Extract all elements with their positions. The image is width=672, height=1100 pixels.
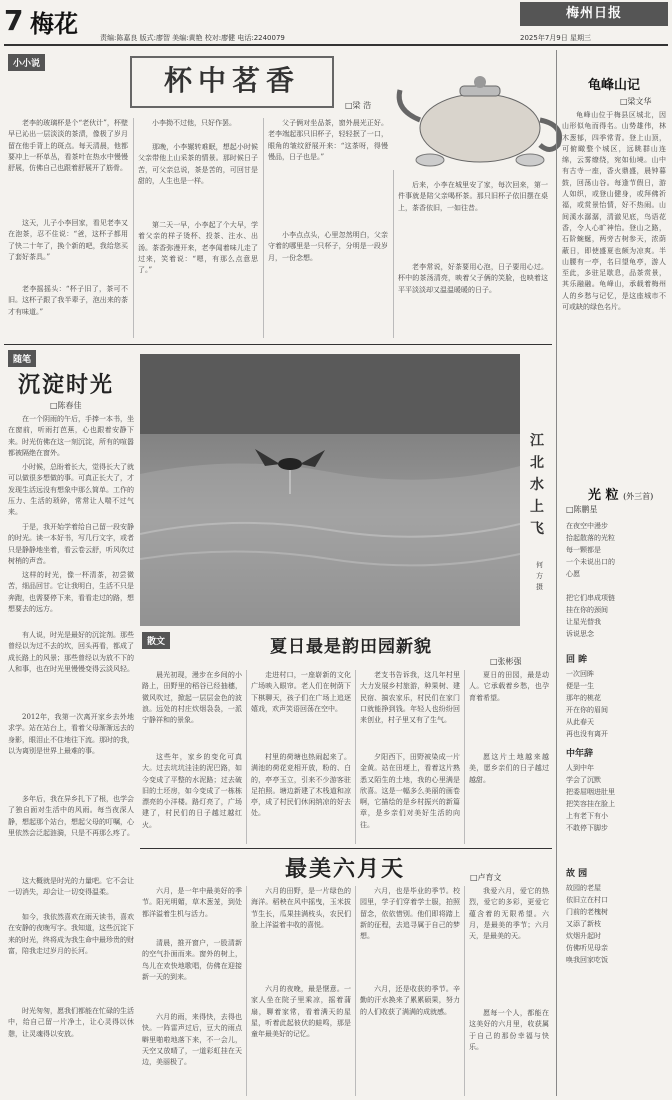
- story-paragraph: 老李常说，好茶要用心泡，日子要用心过。杯中的茶汤清亮，映着父子俩的笑脸，也映着这平平淡淡却又温温暖暖的日子。: [398, 263, 548, 294]
- june-author: □卢育文: [470, 873, 502, 882]
- section-name: 梅花: [30, 9, 78, 38]
- summer-paragraph: 夏日的田园，最是动人。它承载着乡愁，也孕育着希望。: [469, 671, 549, 702]
- summer-paragraph: 老支书告诉我，这几年村里大力发展乡村旅游，种果树、建民宿、搞农家乐，村民们在家门口就能挣到钱。年轻人也纷纷回来创业，村子里又有了生气。: [360, 671, 460, 725]
- section-tag-story: 小小说: [8, 54, 45, 71]
- column-separator: [246, 670, 247, 844]
- story-title-text: 杯中茗香: [163, 64, 300, 97]
- sidebar-author-guangli: □陈鹏星: [566, 505, 598, 514]
- summer-paragraph: 这些年，家乡的变化可真大。过去坑坑洼洼的泥巴路，如今变成了平整的水泥路；过去破旧的土坯房，如今变成了一栋栋漂亮的小洋楼。路灯亮了，广场建了，村民们的日子越过越红火。: [142, 753, 242, 829]
- editor-line: 责编:陈嘉良 版式:廖智 美编:黄艳 校对:廖健 电话:2240079: [100, 34, 285, 42]
- essay-paragraph: 多年后，我在异乡扎下了根，也学会了独自面对生活中的风雨。每当夜深人静，想起那个站台，想起父母的叮嘱，心里依然会泛起涟漪，只是不再那么疼了。: [8, 795, 134, 837]
- essay-paragraph: 这样的时光，像一杯清茶，初尝微苦，细品回甘。它让我明白，生活不只是奔跑，也需要停下来，看看走过的路，想想要去的远方。: [8, 571, 134, 613]
- column-separator: [393, 170, 394, 338]
- story-paragraph: 老李摇摇头：“杯子旧了，茶可不旧。这杯子跟了我半辈子，泡出来的茶才有味道。”: [8, 285, 128, 316]
- essay-paragraph: 在一个阴雨的午后，手捧一本书，坐在窗前，听雨打芭蕉，心也跟着安静下来。时光仿佛在这一刻沉淀，所有的喧嚣都被隔绝在窗外。: [8, 415, 134, 457]
- poem-title-guyuan: 故 园: [566, 869, 588, 879]
- poem-huimou: 一次回眸 便是一生 那年的桃花 开在你的眉间 从此春天 再也没有离开: [566, 670, 608, 738]
- sidebar-text-guifeng: 龟峰山位于梅县区城北，因山形似龟而得名。山势雄伟，林木葱郁，四季常青。登上山顶，可俯瞰整个城区，远眺群山连绵，云雾缭绕，宛如仙境。山中有古寺一座，香火鼎盛，晨钟暮鼓，回荡山谷。每逢节假日，游人如织，或登山健身，或拜佛祈福，或赏景怡情，好不热闹。山间溪水潺潺，清澈见底，鸟语花香，令人心旷神怡。登山之路，石阶蜿蜒，两旁古树参天，浓荫蔽日，即使盛夏也颇为凉爽。半山腰有一亭，名曰望龟亭，游人至此，多驻足歇息，品茶赏景，其乐融融。龟峰山，承载着梅州人的乡愁与记忆，是这座城市不可或缺的绿色名片。: [562, 111, 666, 312]
- essay-paragraph: 有人说，时光是最好的沉淀剂。那些曾经以为过不去的坎，回头再看，都成了成长路上的风景；那些曾经以为放不下的人和事，也在时光里慢慢变得云淡风轻。: [8, 631, 134, 673]
- date-line: 2025年7月9日 星期三: [520, 34, 591, 42]
- essay-paragraph: 2012年，我第一次离开家乡去外地求学。站在站台上，看着父母渐渐远去的身影，眼泪止不住地往下流。那时的我，以为离别是世界上最难的事。: [8, 713, 134, 755]
- column-separator: [464, 670, 465, 844]
- june-paragraph: 六月，还是收获的季节。辛勤的汗水换来了累累硕果，努力的人们收获了满满的成就感。: [360, 985, 460, 1016]
- story-paragraph: 这天，儿子小李回家，看见老李又在泡茶，忍不住说：“爸，这杯子都用了快二十年了，换个新的吧，我给您买了套好茶具。”: [8, 219, 128, 261]
- page-number: 7: [4, 4, 24, 37]
- essay-paragraph: 小时候，总盼着长大，觉得长大了就可以做很多想做的事。可真正长大了，才发现生活远没有想象中那么简单。工作的压力、生活的琐碎，常常让人喘不过气来。: [8, 463, 134, 517]
- sidebar-border: [556, 50, 557, 1096]
- poem-guyuan: 故园的老屋 依旧立在村口 门前的老槐树 又添了新枝 炊烟升起时 仿佛听见母亲 唤我回家吃饭: [566, 884, 608, 964]
- column-separator: [263, 118, 264, 338]
- section-tag-essay: 随笔: [8, 350, 36, 367]
- story-paragraph: 小李拗不过他，只好作罢。: [152, 119, 236, 127]
- story-paragraph: 那晚，小李辗转难眠，想起小时候父亲带他上山采茶的情景。那时候日子苦，可父亲总说，茶是苦的，可回甘是甜的，人生也是一样。: [138, 143, 258, 185]
- poem-guangli: 在夜空中漫步 拾起散落的光粒 每一颗都是 一个未说出口的 心愿 把它们串成项链 挂在你的颈间 让星光替我 诉说思念: [566, 522, 615, 638]
- summer-author: □张彬强: [490, 657, 522, 666]
- story-paragraph: 小李点点头，心里忽然明白，父亲守着的哪里是一只杯子，分明是一段岁月，一份念想。: [268, 231, 388, 262]
- teapot-illustration: [390, 50, 570, 170]
- column-separator: [355, 670, 356, 844]
- photo-heron: [140, 354, 520, 626]
- june-paragraph: 愿每一个人，都能在这美好的六月里，收获属于自己的那份幸福与快乐。: [469, 1009, 549, 1051]
- story-paragraph: 父子俩对坐品茶，窗外晨光正好。老李端起那只旧杯子，轻轻抿了一口，眼角的皱纹舒展开来：“这茶呀，得慢慢品，日子也是。”: [268, 119, 388, 161]
- section-tag-prose: 散文: [142, 632, 170, 649]
- summer-paragraph: 村里的荷塘也热闹起来了。满池的荷花竞相开放，粉的、白的，亭亭玉立，引来不少游客驻足拍照。塘边新建了木栈道和凉亭，成了村民们休闲纳凉的好去处。: [251, 753, 351, 818]
- summer-title: 夏日最是韵田园新貌: [270, 637, 432, 657]
- column-separator: [246, 886, 247, 1096]
- essay-paragraph: 于是，我开始学着给自己留一段安静的时光。读一本好书，写几行文字，或者只是静静地坐着，看云卷云舒，听风吹过树梢的声音。: [8, 523, 134, 565]
- sidebar-title-guangli-main: 光 粒: [588, 488, 619, 503]
- photo-scene: [140, 354, 520, 626]
- column-separator: [355, 886, 356, 1096]
- june-paragraph: 六月，也是毕业的季节。校园里，学子们穿着学士服，拍照留念，依依惜别。他们即将踏上新的征程，去追寻属于自己的梦想。: [360, 887, 460, 941]
- section-rule: [4, 344, 552, 345]
- story-paragraph: 后来，小李在城里安了家，每次回来，第一件事就是陪父亲喝杯茶。那只旧杯子依旧摆在桌上，茶香依旧，一如往昔。: [398, 181, 548, 212]
- section-rule: [140, 848, 552, 849]
- photo-vertical-caption: 江 北 水 上 飞: [530, 433, 544, 537]
- poem-zhongnian: 人到中年 学会了沉默 把委屈咽进肚里 把笑容挂在脸上 上有老下有小 不敢停下脚步: [566, 764, 615, 832]
- summer-paragraph: 夕阳西下，田野被染成一片金黄。站在田埂上，看着这片熟悉又陌生的土地，我的心里满是欣喜。这是一幅多么美丽的画卷啊，它描绘的是乡村振兴的新篇章，是乡亲们对美好生活的向往。: [360, 753, 460, 829]
- sidebar-author-guifeng: □梁文华: [620, 97, 652, 106]
- poem-title-huimou: 回 眸: [566, 655, 588, 665]
- story-paragraph: 第二天一早，小李起了个大早，学着父亲的样子烫杯、投茶、注水、出汤。茶香弥漫开来，老李闻着味儿走了过来，笑着说：“嗯，有那么点意思了。”: [138, 221, 258, 275]
- header-rule: [4, 44, 668, 46]
- story-paragraph: 老李的玻璃杯是个“老伙计”，杯壁早已沁出一层淡淡的茶渍，像极了岁月留在他手背上的斑点。每天清晨，他都要冲上一杯单丛，看茶叶在热水中慢慢舒展，仿佛自己也跟着舒展开了筋骨。: [8, 119, 128, 173]
- june-paragraph: 清晨，推开窗户，一股清新的空气扑面而来。窗外的树上，鸟儿在欢快地歌唱，仿佛在迎接新一天的到来。: [142, 939, 242, 981]
- story-author: □梁 浩: [345, 101, 372, 110]
- june-paragraph: 六月的田野，是一片绿色的海洋。稻秧在风中摇曳，玉米拔节生长，瓜果挂满枝头，农民们脸上洋溢着丰收的喜悦。: [251, 887, 351, 929]
- column-separator: [464, 886, 465, 1096]
- sidebar-title-guifeng: 龟峰山记: [588, 78, 641, 93]
- column-separator: [133, 118, 134, 338]
- paper-logo: 梅州日报: [520, 2, 668, 26]
- summer-paragraph: 愿这片土地越来越美，愿乡亲们的日子越过越甜。: [469, 753, 549, 784]
- story-title: [130, 56, 334, 108]
- june-paragraph: 六月的雨，来得快，去得也快。一阵雷声过后，豆大的雨点噼里啪啦地落下来，不一会儿，天空又放晴了，一道彩虹挂在天边，美丽极了。: [142, 1013, 242, 1067]
- essay-author: □陈春佳: [50, 401, 82, 410]
- june-paragraph: 我爱六月，爱它的热烈，爱它的多彩，更爱它蕴含着的无限希望。六月，是最美的季节；六月天，是最美的天。: [469, 887, 549, 941]
- summer-paragraph: 走进村口，一座崭新的文化广场映入眼帘。老人们在树荫下下棋聊天，孩子们在广场上追逐嬉戏，欢声笑语回荡在空中。: [251, 671, 351, 713]
- photo-credit: 何 方 摄: [536, 561, 543, 591]
- sidebar-title-guangli-suffix: (外三首): [623, 492, 654, 501]
- june-paragraph: 六月的夜晚，最是惬意。一家人坐在院子里乘凉，摇着蒲扇，聊着家常，看着满天的星星，听着此起彼伏的蛙鸣，那是童年最美好的记忆。: [251, 985, 351, 1039]
- summer-paragraph: 晨光初现，漫步在乡间的小路上，田野里的稻谷已经抽穗，微风吹过，掀起一层层金色的波浪。远处的村庄炊烟袅袅，一派宁静祥和的景象。: [142, 671, 242, 725]
- essay-title: 沉淀时光: [18, 372, 115, 398]
- june-title: 最美六月天: [285, 856, 406, 882]
- june-paragraph: 六月，是一年中最美好的季节。阳光明媚，草木葱茏，到处都洋溢着生机与活力。: [142, 887, 242, 918]
- essay-paragraph: 如今，我依然喜欢在雨天读书，喜欢在安静的夜晚写字。我知道，这些沉淀下来的时光，终将成为我生命中最珍贵的财富，陪我走过岁月的长河。: [8, 913, 134, 955]
- poem-title-zhongnian: 中年辞: [566, 749, 594, 759]
- sidebar-title-guangli: [588, 484, 653, 503]
- essay-paragraph: 这大概就是时光的力量吧。它不会让一切消失，却会让一切变得温柔。: [8, 877, 134, 897]
- essay-paragraph: 时光匆匆，愿我们都能在忙碌的生活中，给自己留一片净土，让心灵得以休憩，让灵魂得以安放。: [8, 1007, 134, 1038]
